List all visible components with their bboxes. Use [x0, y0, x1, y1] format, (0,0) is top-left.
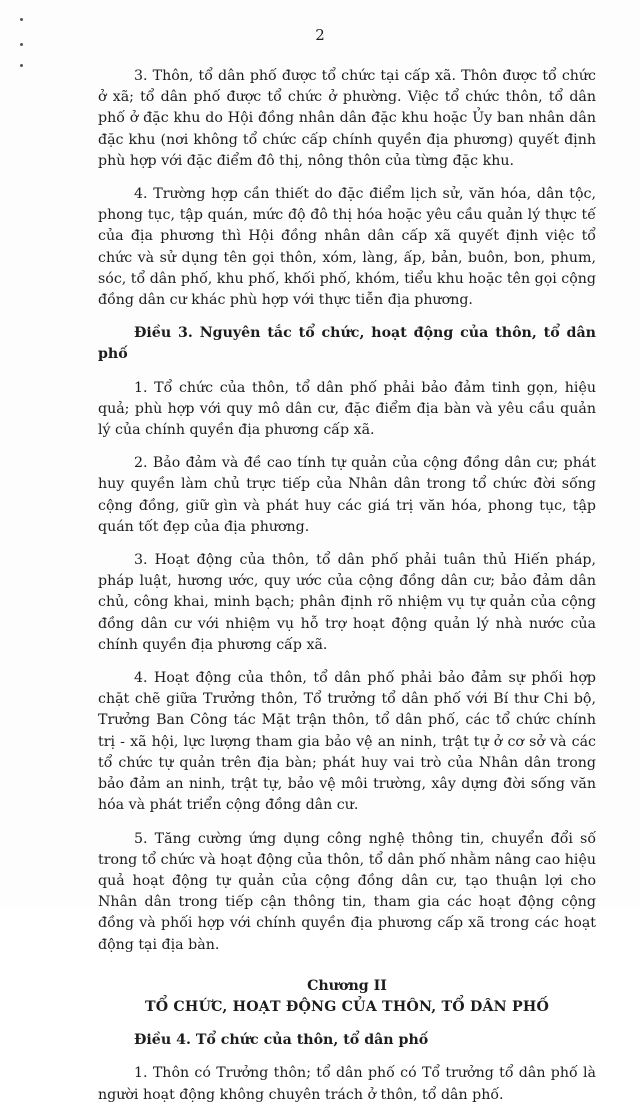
document-body: [98, 66, 596, 1118]
margin-mark: [20, 64, 23, 67]
paragraph-principle-3: 3. Hoạt động của thôn, tổ dân phố phải tuân thủ Hiến pháp, pháp luật, hương ước, quy ước của cộng đồng dân cư; bảo đảm dân chủ, công khai, minh bạch; phân định rõ nhiệm vụ tự quản của cộng đồng dân cư với nhiệm vụ hỗ trợ hoạt động quản lý nhà nước của chính quyền địa phương cấp xã.: [98, 552, 596, 653]
article-4-heading: Điều 4. Tổ chức của thôn, tổ dân phố: [134, 1032, 429, 1049]
paragraph-clause-4: 4. Trường hợp cần thiết do đặc điểm lịch sử, văn hóa, dân tộc, phong tục, tập quán, mức độ đô thị hóa hoặc yêu cầu quản lý thực tế của địa phương thì Hội đồng nhân dân cấp xã quyết định việc tổ chức và sử dụng tên gọi thôn, xóm, làng, ấp, bản, buôn, bon, phum, sóc, tổ dân phố, khu phố, khối phố, khóm, tiểu khu hoặc tên gọi cộng đồng dân cư khác phù hợp với thực tiễn địa phương.: [98, 186, 596, 309]
chapter-title: TỔ CHỨC, HOẠT ĐỘNG CỦA THÔN, TỔ DÂN PHỐ: [144, 998, 550, 1015]
paragraph-clause-3: 3. Thôn, tổ dân phố được tổ chức tại cấp xã. Thôn được tổ chức ở xã; tổ dân phố được tổ chức ở phường. Việc tổ chức thôn, tổ dân phố ở đặc khu do Hội đồng nhân dân đặc khu hoặc Ủy ban nhân dân đặc khu (nơi không tổ chức cấp chính quyền địa phương) quyết định phù hợp với đặc điểm đô thị, nông thôn của từng đặc khu.: [98, 68, 596, 169]
margin-mark: [20, 18, 23, 21]
page-number: 2: [315, 26, 325, 44]
paragraph-principle-5: 5. Tăng cường ứng dụng công nghệ thông tin, chuyển đổi số trong tổ chức và hoạt động của thôn, tổ dân phố nhằm nâng cao hiệu quả hoạt động tự quản của cộng đồng dân cư, tạo thuận lợi cho Nhân dân trong tiếp cận thông tin, tham gia các hoạt động cộng đồng và phối hợp với chính quyền địa phương cấp xã trong các hoạt động tại địa bàn.: [98, 830, 596, 953]
article-3-heading: Điều 3. Nguyên tắc tổ chức, hoạt động của thôn, tổ dân phố: [98, 325, 596, 363]
paragraph-principle-4: 4. Hoạt động của thôn, tổ dân phố phải bảo đảm sự phối hợp chặt chẽ giữa Trưởng thôn, Tổ trưởng tổ dân phố với Bí thư Chi bộ, Trưởng Ban Công tác Mặt trận thôn, tổ dân phố, các tổ chức chính trị - xã hội, lực lượng tham gia bảo vệ an ninh, trật tự ở cơ sở và các tổ chức tự quản trên địa bàn; phát huy vai trò của Nhân dân trong bảo đảm an ninh, trật tự, bảo vệ môi trường, xây dựng đời sống văn hóa và phát triển cộng đồng dân cư.: [98, 670, 596, 814]
paragraph-organization-1: 1. Thôn có Trưởng thôn; tổ dân phố có Tổ trưởng tổ dân phố là người hoạt động không chuyên trách ở thôn, tổ dân phố.: [98, 1065, 596, 1103]
paragraph-principle-2: 2. Bảo đảm và đề cao tính tự quản của cộng đồng dân cư; phát huy quyền làm chủ trực tiếp của Nhân dân trong tổ chức đời sống cộng đồng, giữ gìn và phát huy các giá trị văn hóa, phong tục, tập quán tốt đẹp của địa phương.: [98, 455, 596, 535]
chapter-label: Chương II: [307, 977, 387, 994]
paragraph-principle-1: 1. Tổ chức của thôn, tổ dân phố phải bảo đảm tinh gọn, hiệu quả; phù hợp với quy mô dân cư, đặc điểm địa bàn và yêu cầu quản lý của chính quyền địa phương cấp xã.: [98, 379, 596, 439]
